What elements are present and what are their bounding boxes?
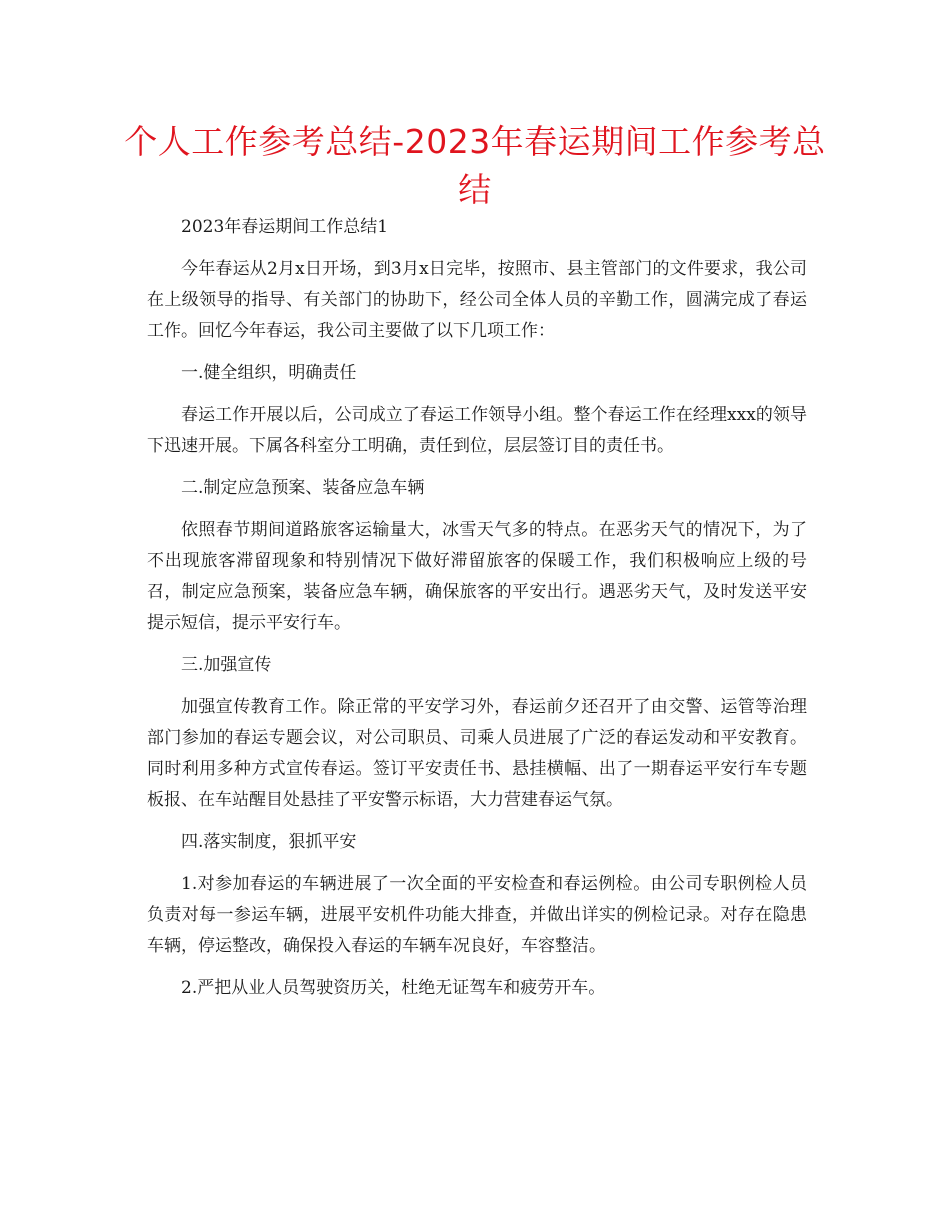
section-heading: 四.落实制度，狠抓平安: [181, 832, 357, 852]
section-heading: 2023年春运期间工作总结1: [181, 217, 389, 237]
section-heading: 二.制定应急预案、装备应急车辆: [181, 478, 425, 498]
document-title: 个人工作参考总结-2023年春运期间工作参考总结: [124, 122, 826, 209]
section-heading: 三.加强宣传: [181, 655, 272, 675]
document-body: [147, 212, 807, 1015]
paragraph: 依照春节期间道路旅客运输量大，冰雪天气多的特点。在恶劣天气的情况下，为了不出现旅客滞留现象和特别情况下做好滞留旅客的保暖工作，我们积极响应上级的号召，制定应急预案，装备应急车辆，确保旅客的平安出行。遇恶劣天气，及时发送平安提示短信，提示平安行车。: [147, 520, 807, 633]
paragraph: 加强宣传教育工作。除正常的平安学习外，春运前夕还召开了由交警、运管等治理部门参加的春运专题会议，对公司职员、司乘人员进展了广泛的春运发动和平安教育。同时利用多种方式宣传春运。签订平安责任书、悬挂横幅、出了一期春运平安行车专题板报、在车站醒目处悬挂了平安警示标语，大力营建春运气氛。: [147, 697, 807, 810]
section-heading: 一.健全组织，明确责任: [181, 363, 357, 383]
paragraph: 今年春运从2月x日开场，到3月x日完毕，按照市、县主管部门的文件要求，我公司在上级领导的指导、有关部门的协助下，经公司全体人员的辛勤工作，圆满完成了春运工作。回忆今年春运，我公司主要做了以下几项工作：: [147, 259, 807, 341]
paragraph: 春运工作开展以后，公司成立了春运工作领导小组。整个春运工作在经理xxx的领导下迅速开展。下属各科室分工明确，责任到位，层层签订目的责任书。: [147, 405, 807, 456]
paragraph: 1.对参加春运的车辆进展了一次全面的平安检查和春运例检。由公司专职例检人员负责对每一参运车辆，进展平安机件功能大排查，并做出详实的例检记录。对存在隐患车辆，停运整改，确保投入春运的车辆车况良好，车容整洁。: [147, 874, 807, 956]
paragraph: 2.严把从业人员驾驶资历关，杜绝无证驾车和疲劳开车。: [181, 978, 606, 998]
